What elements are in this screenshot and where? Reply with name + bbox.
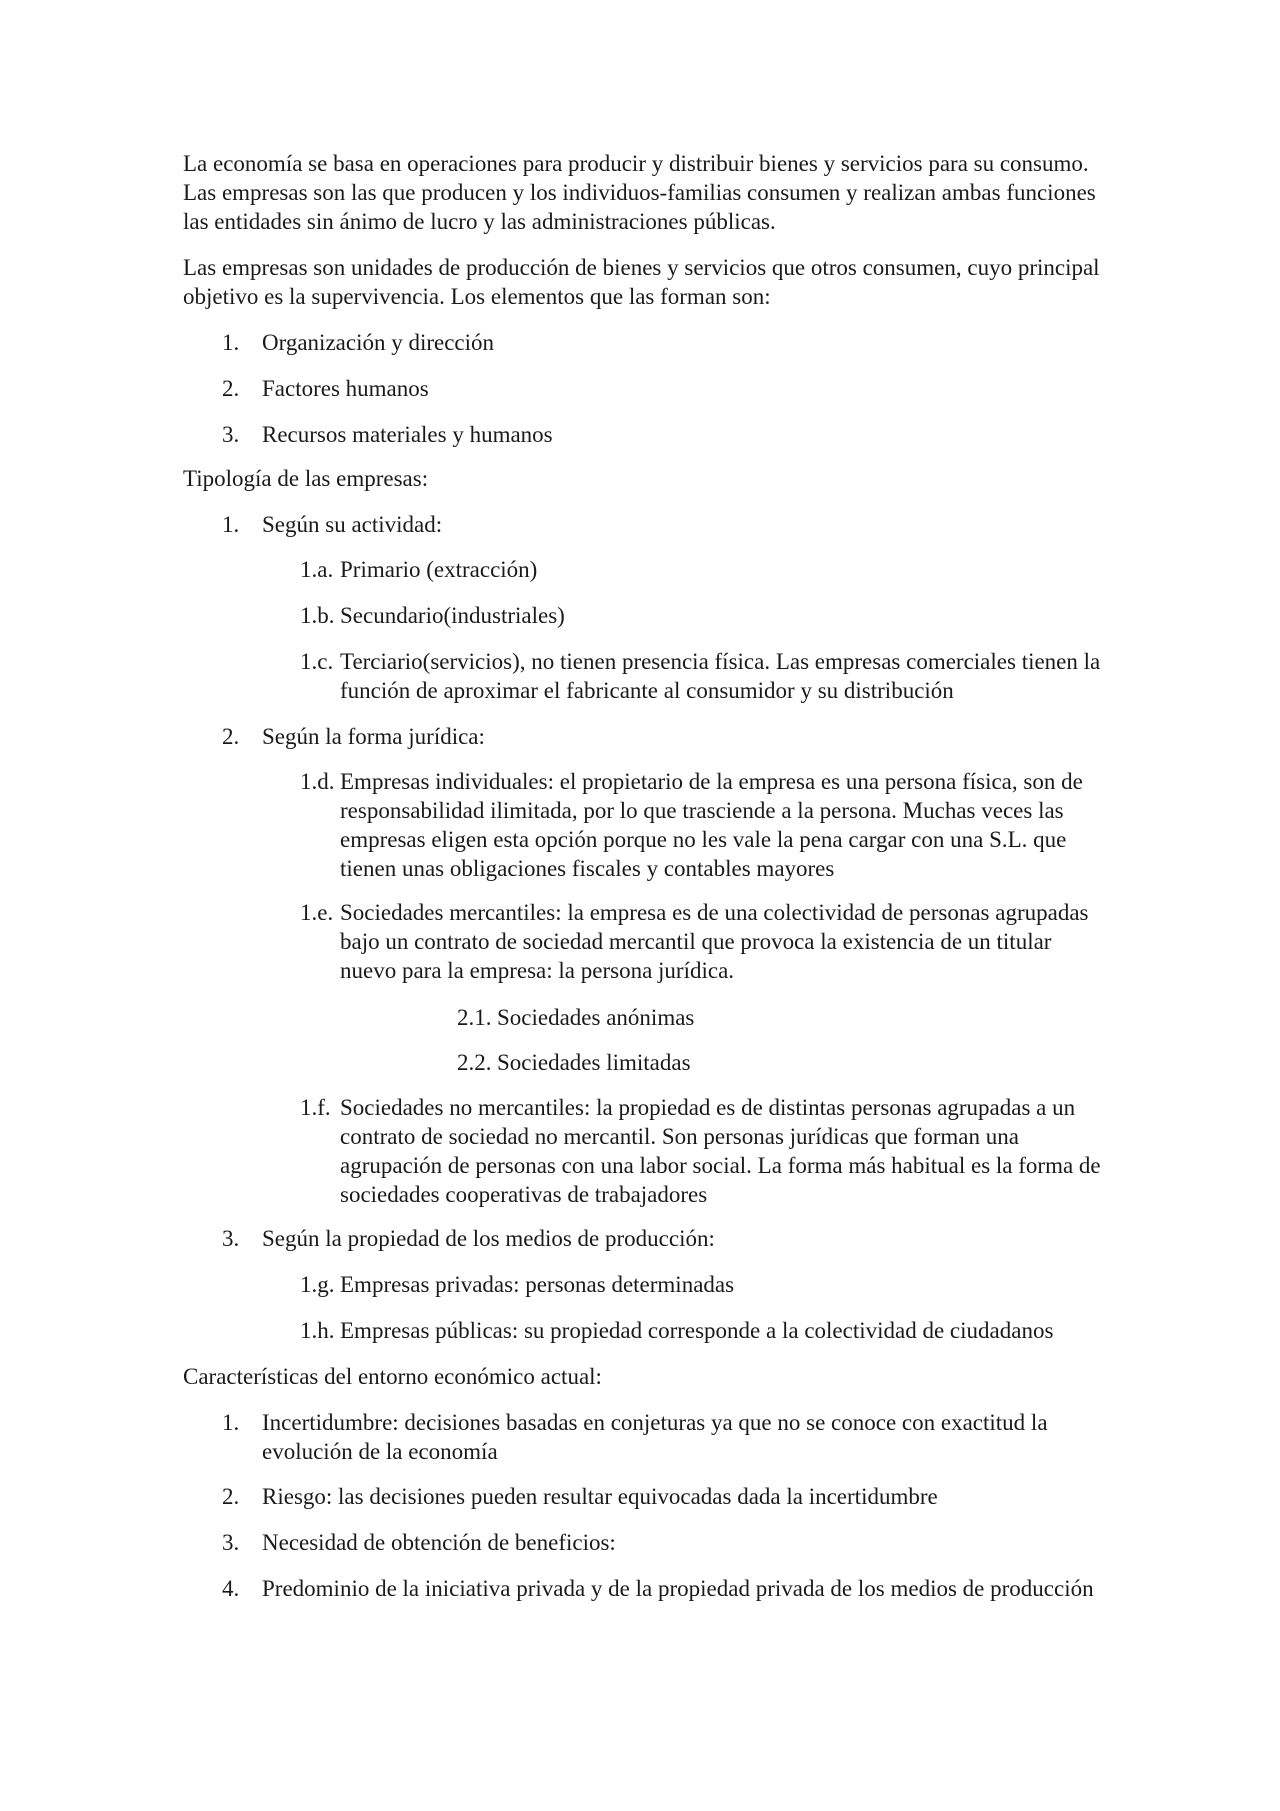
list-number: 1.h. bbox=[300, 1318, 335, 1343]
list-text: Organización y dirección bbox=[262, 330, 495, 355]
list-number: 2.1. bbox=[457, 1005, 492, 1030]
list-text: Según la forma jurídica: bbox=[262, 724, 485, 749]
list-item-tipologia-1g bbox=[300, 1270, 1112, 1299]
list-item-caracteristica-2 bbox=[222, 1482, 1112, 1511]
list-text: Empresas individuales: el propietario de la empresa es una persona física, son de responsabilidad ilimitada, por lo que trasciende a la persona. Muchas veces las empresas eligen esta opción porque no les vale la pena cargar con una S.L. que tienen unas obligaciones fiscales y contables mayores bbox=[340, 769, 1083, 881]
list-item-tipologia-1 bbox=[222, 510, 1112, 539]
list-item-tipologia-1e bbox=[300, 898, 1112, 985]
list-text: Empresas públicas: su propiedad corresponde a la colectividad de ciudadanos bbox=[340, 1318, 1054, 1343]
list-item-caracteristica-3 bbox=[222, 1528, 1112, 1557]
list-text: Sociedades anónimas bbox=[497, 1005, 695, 1030]
list-number: 3. bbox=[222, 422, 240, 447]
caracteristicas-heading: Características del entorno económico actual: bbox=[183, 1364, 602, 1389]
list-number: 2. bbox=[222, 376, 240, 401]
list-item-element-1 bbox=[222, 328, 1112, 357]
list-number: 1.f. bbox=[300, 1095, 331, 1120]
list-number: 2. bbox=[222, 1484, 240, 1509]
intro-paragraph-1: La economía se basa en operaciones para producir y distribuir bienes y servicios para su consumo. Las empresas son las que producen y los individuos-familias consumen y realizan ambas funciones las entidades sin ánimo de lucro y las administraciones públicas. bbox=[183, 151, 1096, 234]
list-item-caracteristica-1 bbox=[222, 1408, 1112, 1466]
list-number: 1.b. bbox=[300, 603, 335, 628]
list-number: 4. bbox=[222, 1576, 240, 1601]
list-number: 1. bbox=[222, 330, 240, 355]
list-number: 1. bbox=[222, 512, 240, 537]
list-number: 3. bbox=[222, 1226, 240, 1251]
list-item-tipologia-1c bbox=[300, 647, 1112, 705]
list-text: Riesgo: las decisiones pueden resultar equivocadas dada la incertidumbre bbox=[262, 1484, 938, 1509]
list-item-element-2 bbox=[222, 374, 1112, 403]
list-item-tipologia-1a bbox=[300, 555, 1112, 584]
list-number: 3. bbox=[222, 1530, 240, 1555]
list-item-tipologia-1f bbox=[300, 1093, 1112, 1209]
list-number: 1.d. bbox=[300, 769, 335, 794]
list-text: Predominio de la iniciativa privada y de la propiedad privada de los medios de producción bbox=[262, 1576, 1094, 1601]
list-text: Según su actividad: bbox=[262, 512, 443, 537]
list-item-tipologia-2-1 bbox=[457, 1003, 1112, 1032]
list-text: Sociedades no mercantiles: la propiedad es de distintas personas agrupadas a un contrato de sociedad no mercantil. Son personas jurídicas que forman una agrupación de personas con una labor social. La forma más habitual es la forma de sociedades cooperativas de trabajadores bbox=[340, 1095, 1101, 1207]
list-text: Factores humanos bbox=[262, 376, 429, 401]
list-text: Necesidad de obtención de beneficios: bbox=[262, 1530, 616, 1555]
list-number: 1.c. bbox=[300, 649, 334, 674]
list-item-tipologia-3 bbox=[222, 1224, 1112, 1253]
list-text: Terciario(servicios), no tienen presencia física. Las empresas comerciales tienen la función de aproximar el fabricante al consumidor y su distribución bbox=[340, 649, 1101, 703]
list-text: Incertidumbre: decisiones basadas en conjeturas ya que no se conoce con exactitud la evolución de la economía bbox=[262, 1410, 1048, 1464]
list-number: 1.g. bbox=[300, 1272, 335, 1297]
list-item-tipologia-1b bbox=[300, 601, 1112, 630]
list-number: 1.a. bbox=[300, 557, 334, 582]
list-text: Según la propiedad de los medios de producción: bbox=[262, 1226, 715, 1251]
list-text: Recursos materiales y humanos bbox=[262, 422, 553, 447]
list-number: 1.e. bbox=[300, 900, 334, 925]
list-text: Primario (extracción) bbox=[340, 557, 538, 582]
list-item-tipologia-1h bbox=[300, 1316, 1112, 1345]
list-number: 2.2. bbox=[457, 1050, 492, 1075]
list-text: Secundario(industriales) bbox=[340, 603, 565, 628]
list-text: Empresas privadas: personas determinadas bbox=[340, 1272, 735, 1297]
list-item-caracteristica-4 bbox=[222, 1574, 1112, 1603]
list-item-tipologia-2 bbox=[222, 722, 1112, 751]
list-item-tipologia-1d bbox=[300, 767, 1112, 883]
list-text: Sociedades mercantiles: la empresa es de una colectividad de personas agrupadas bajo un contrato de sociedad mercantil que provoca la existencia de un titular nuevo para la empresa: la persona jurídica. bbox=[340, 900, 1089, 983]
list-text: Sociedades limitadas bbox=[497, 1050, 691, 1075]
list-number: 2. bbox=[222, 724, 240, 749]
list-item-tipologia-2-2 bbox=[457, 1048, 1112, 1077]
intro-paragraph-2: Las empresas son unidades de producción de bienes y servicios que otros consumen, cuyo principal objetivo es la supervivencia. Los elementos que las forman son: bbox=[183, 255, 1100, 309]
list-number: 1. bbox=[222, 1410, 240, 1435]
list-item-element-3 bbox=[222, 420, 1112, 449]
tipologia-heading: Tipología de las empresas: bbox=[183, 466, 429, 491]
